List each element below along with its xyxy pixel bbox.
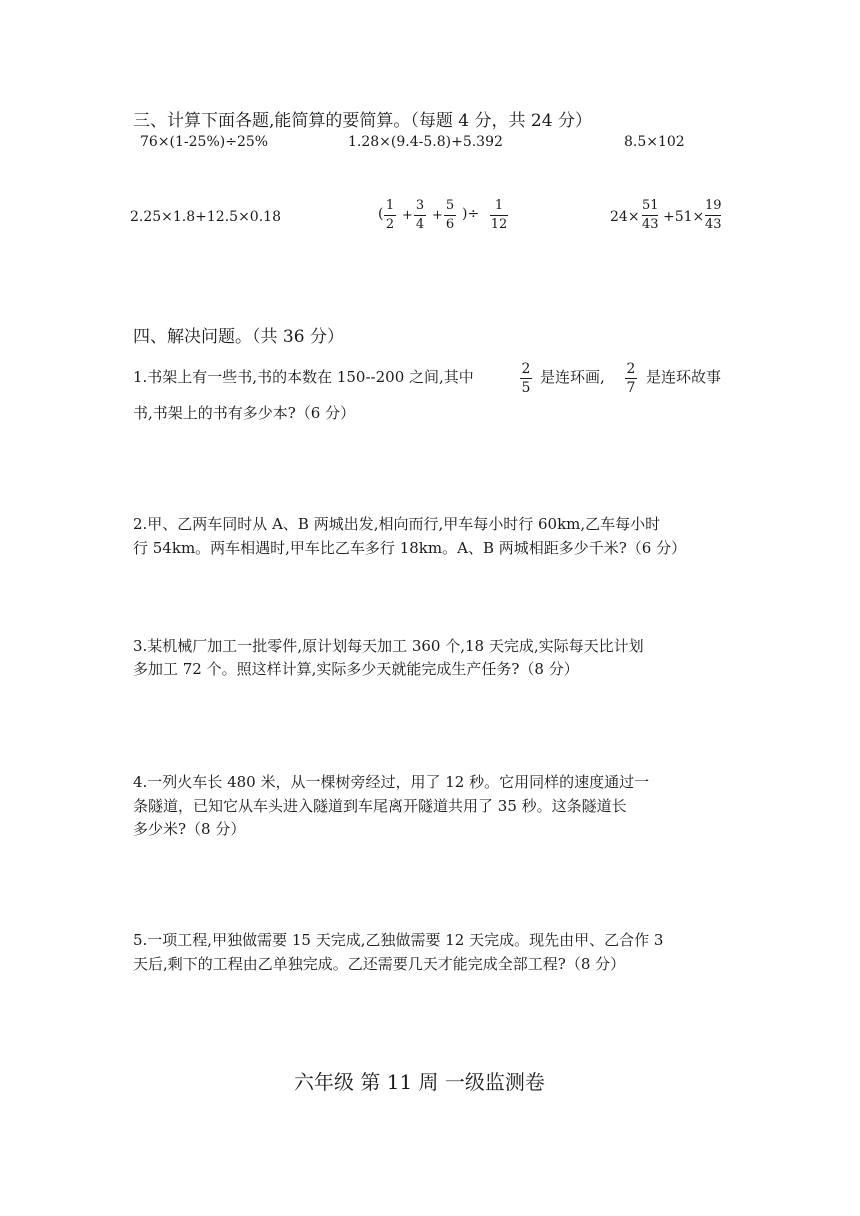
numerator: 2: [521, 361, 531, 377]
numerator: 3: [415, 198, 425, 213]
question-4-line-1: 4.一列火车长 480 米，从一棵树旁经过，用了 12 秒。它用同样的速度通过一: [133, 773, 650, 791]
question-1-line-2: 书,书架上的书有多少本?（6 分）: [133, 404, 356, 422]
fraction-5-6: [444, 199, 456, 232]
exam-title: 六年级 第 11 周 一级监测卷: [294, 1070, 545, 1094]
question-4-line-2: 条隧道，已知它从车头进入隧道到车尾离开隧道共用了 35 秒。这条隧道长: [133, 797, 627, 815]
denominator: 43: [642, 217, 659, 232]
fraction-2-5: [520, 362, 532, 395]
term-b: +51×: [663, 209, 705, 225]
question-1-line-1-a: 1.书架上有一些书,书的本数在 150--200 之间,其中: [133, 368, 474, 386]
fraction-bar: [642, 215, 658, 216]
fraction-bar: [384, 215, 396, 216]
question-2-line-2: 行 54km。两车相遇时,甲车比乙车多行 18km。A、B 两城相距多少千米?（6 分）: [133, 539, 687, 557]
numerator: 19: [705, 198, 722, 213]
plus-sign: +: [432, 208, 443, 223]
denominator: 43: [705, 217, 722, 232]
problem-2: 1.28×(9.4-5.8)+5.392: [348, 134, 503, 150]
fraction-19-43: [705, 199, 721, 232]
question-3-line-1: 3.某机械厂加工一批零件,原计划每天加工 360 个,18 天完成,实际每天比计划: [133, 637, 644, 655]
numerator: 2: [626, 361, 636, 377]
problem-3: 8.5×102: [624, 134, 685, 150]
fraction-bar: [490, 215, 508, 216]
problem-1: 76×(1-25%)÷25%: [140, 134, 269, 150]
denominator: 6: [445, 217, 455, 232]
open-paren: (: [378, 206, 384, 222]
fraction-bar: [520, 378, 532, 379]
denominator: 4: [415, 217, 425, 232]
fraction-1-2: [384, 199, 396, 232]
question-5-line-1: 5.一项工程,甲独做需要 15 天完成,乙独做需要 12 天完成。现先由甲、乙合作 3: [133, 931, 664, 949]
question-1-line-1-b: 是连环画,: [540, 368, 605, 386]
numerator: 1: [385, 198, 395, 213]
denominator: 5: [521, 380, 531, 396]
denominator: 7: [626, 380, 636, 396]
plus-sign: +: [402, 208, 413, 223]
fraction-2-7: [625, 362, 637, 395]
fraction-bar: [444, 215, 456, 216]
fraction-bar: [705, 215, 721, 216]
question-3-line-2: 多加工 72 个。照这样计算,实际多少天就能完成生产任务?（8 分）: [133, 660, 579, 678]
numerator: 51: [642, 198, 659, 213]
fraction-bar: [414, 215, 426, 216]
close-paren-divide: )÷: [462, 206, 480, 222]
question-4-line-3: 多少米?（8 分）: [133, 820, 246, 838]
term-a: 24×: [610, 209, 640, 225]
numerator: 1: [494, 198, 504, 213]
fraction-3-4: [414, 199, 426, 232]
question-2-line-1: 2.甲、乙两车同时从 A、B 两城出发,相向而行,甲车每小时行 60km,乙车每小时: [133, 515, 661, 533]
question-5-line-2: 天后,剩下的工程由乙单独完成。乙还需要几天才能完成全部工程?（8 分）: [133, 955, 626, 973]
problem-4: 2.25×1.8+12.5×0.18: [130, 209, 281, 225]
fraction-1-12: [490, 199, 508, 232]
question-1-line-1-c: 是连环故事: [646, 368, 722, 386]
numerator: 5: [445, 198, 455, 213]
denominator: 2: [385, 217, 395, 232]
denominator: 12: [490, 217, 508, 232]
fraction-51-43: [642, 199, 658, 232]
fraction-bar: [625, 378, 637, 379]
section-4-title: 四、解决问题。（共 36 分）: [133, 327, 344, 347]
section-3-title: 三、计算下面各题,能简算的要简算。（每题 4 分，共 24 分）: [133, 111, 592, 131]
